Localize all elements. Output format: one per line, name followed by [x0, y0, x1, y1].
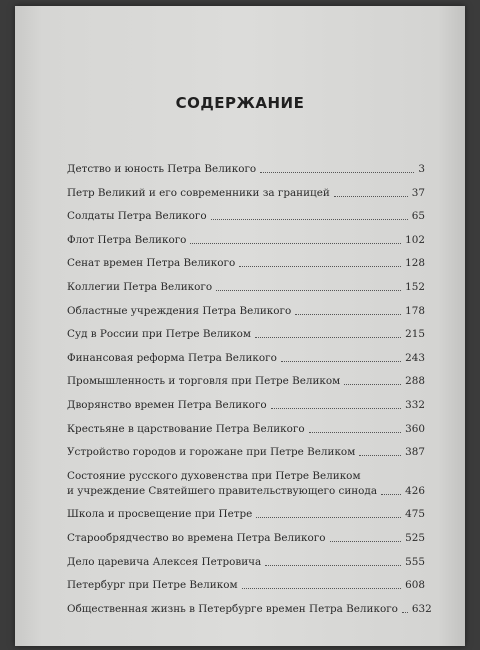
toc-entry-title-line: Суд в России при Петре Великом — [67, 328, 251, 341]
toc-entry-title-line: Солдаты Петра Великого — [67, 210, 207, 223]
toc-entry — [67, 445, 425, 460]
toc-entry — [67, 374, 425, 389]
toc-page-number: 65 — [411, 210, 425, 223]
toc-page-number: 608 — [405, 579, 425, 592]
toc-entry — [67, 233, 425, 248]
toc-entry-title — [67, 445, 355, 460]
toc-page-number: 332 — [405, 398, 425, 411]
toc-entry — [67, 351, 425, 366]
toc-entry — [67, 280, 425, 295]
toc-page-number: 102 — [405, 233, 425, 246]
toc-page-number: 128 — [405, 257, 425, 270]
toc-entry-title — [67, 233, 186, 248]
toc-page-number: 152 — [405, 280, 425, 293]
toc-entry-title-line: Дело царевича Алексея Петровича — [67, 555, 262, 568]
toc-entry — [67, 209, 425, 224]
toc-entry-title-line: Дворянство времен Петра Великого — [67, 398, 267, 411]
dot-leader — [309, 432, 402, 433]
dot-leader — [255, 337, 401, 338]
toc-entry — [67, 398, 425, 413]
toc-entry — [67, 186, 425, 201]
dot-leader — [216, 290, 401, 291]
toc-entry-title-line: Петербург при Петре Великом — [67, 579, 238, 592]
toc-entry — [67, 304, 425, 319]
dot-leader — [330, 541, 402, 542]
page-title: СОДЕРЖАНИЕ — [175, 94, 305, 112]
dot-leader — [190, 243, 401, 244]
toc-entry — [67, 578, 425, 593]
toc-entry-title — [67, 374, 340, 389]
dot-leader — [271, 408, 402, 409]
toc-entry — [67, 531, 425, 546]
dot-leader — [265, 565, 401, 566]
toc-entry — [67, 422, 425, 437]
toc-entry-title-line: Финансовая реформа Петра Великого — [67, 351, 277, 364]
dot-leader — [295, 314, 401, 315]
toc-entry — [67, 507, 425, 522]
toc-entry-title — [67, 469, 377, 499]
dot-leader — [344, 384, 401, 385]
toc-entry-title — [67, 578, 238, 593]
toc-entry — [67, 256, 425, 271]
toc-entry-title-line: Устройство городов и горожане при Петре Великом — [67, 446, 356, 459]
toc-page-number: 555 — [405, 555, 425, 568]
toc-entry-title-line: Крестьяне в царствование Петра Великого — [67, 422, 305, 435]
toc-entry-title-line: Сенат времен Петра Великого — [67, 257, 236, 270]
table-of-contents — [67, 162, 432, 625]
toc-entry-title — [67, 531, 326, 546]
toc-entry-title-line: Флот Петра Великого — [67, 233, 187, 246]
toc-entry-title — [67, 398, 267, 413]
toc-entry-title — [67, 555, 261, 570]
toc-entry — [67, 469, 425, 499]
toc-entry-title-line: и учреждение Святейшего правительствующего синода — [67, 484, 378, 497]
book-page — [15, 6, 465, 646]
toc-entry-title-line: Петр Великий и его современники за границей — [67, 186, 330, 199]
toc-page-number: 243 — [405, 351, 425, 364]
dot-leader — [211, 219, 408, 220]
toc-page-number: 632 — [411, 602, 432, 615]
toc-page-number: 3 — [418, 163, 425, 175]
toc-page-number: 426 — [405, 484, 425, 497]
toc-page-number: 215 — [405, 328, 425, 341]
toc-entry-title — [67, 162, 256, 177]
toc-page-number: 525 — [405, 531, 425, 544]
toc-entry-title-line: Детство и юность Петра Великого — [67, 163, 257, 175]
dot-leader — [239, 266, 401, 267]
toc-entry-title-line: Старообрядчество во времена Петра Великого — [67, 531, 326, 544]
dot-leader — [256, 517, 401, 518]
toc-page-number: 288 — [405, 375, 425, 388]
toc-page-number: 37 — [411, 186, 425, 199]
toc-entry-title — [67, 304, 291, 319]
toc-entry-title-line: Общественная жизнь в Петербурге времен Петра Великого — [67, 602, 398, 615]
toc-entry-title-line: Состояние русского духовенства при Петре Великом — [67, 469, 361, 482]
toc-page-number: 387 — [405, 446, 425, 459]
dot-leader — [281, 361, 401, 362]
toc-entry-title — [67, 280, 212, 295]
dot-leader — [402, 612, 408, 613]
toc-entry-title-line: Промышленность и торговля при Петре Великом — [67, 375, 341, 388]
toc-entry-title-line: Областные учреждения Петра Великого — [67, 304, 292, 317]
toc-page-number: 360 — [405, 422, 425, 435]
toc-entry-title — [67, 186, 330, 201]
dot-leader — [334, 196, 408, 197]
dot-leader — [242, 588, 402, 589]
toc-entry-title — [67, 327, 251, 342]
toc-page-number: 475 — [405, 508, 425, 521]
toc-entry-title — [67, 422, 305, 437]
toc-entry — [67, 162, 425, 177]
toc-entry — [67, 327, 425, 342]
toc-page-number: 178 — [405, 304, 425, 317]
dot-leader — [260, 172, 414, 173]
toc-entry-title-line: Коллегии Петра Великого — [67, 280, 213, 293]
dot-leader — [381, 494, 401, 495]
toc-entry-title — [67, 351, 277, 366]
toc-entry-title — [67, 209, 207, 224]
toc-entry — [67, 602, 432, 617]
toc-entry-title — [67, 507, 252, 522]
dot-leader — [359, 455, 401, 456]
toc-entry-title-line: Школа и просвещение при Петре — [67, 508, 253, 521]
toc-entry — [67, 555, 425, 570]
toc-entry-title — [67, 256, 235, 271]
toc-entry-title — [67, 602, 398, 617]
